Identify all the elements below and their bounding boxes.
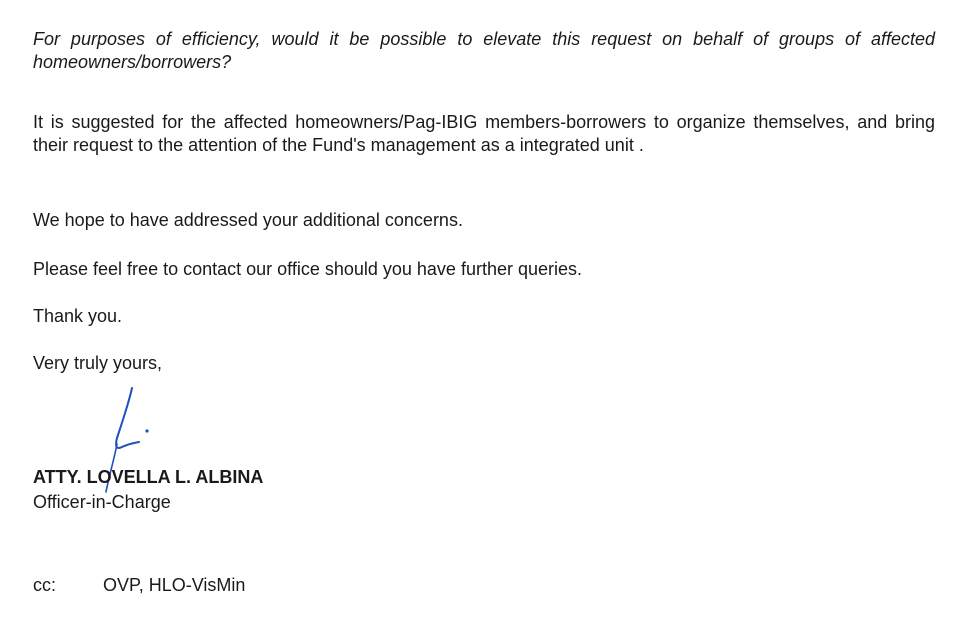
cc-recipients: OVP, HLO-VisMin (103, 575, 246, 595)
signatory-title: Officer-in-Charge (33, 492, 171, 512)
signature-dot (145, 429, 148, 432)
question-paragraph: For purposes of efficiency, would it be possible to elevate this request on behalf of groups of affected homeowners/borrowers? (33, 29, 935, 72)
signatory-name: ATTY. LOVELLA L. ALBINA (33, 467, 264, 487)
closing-salutation: Very truly yours, (33, 353, 163, 373)
thank-you-line: Thank you. (33, 306, 123, 326)
contact-paragraph: Please feel free to contact our office should you have further queries. (33, 259, 582, 279)
cc-label: cc: (33, 575, 57, 595)
concerns-paragraph: We hope to have addressed your additional concerns. (33, 210, 463, 230)
signature-stroke (116, 388, 139, 448)
suggestion-paragraph: It is suggested for the affected homeowners/Pag-IBIG members-borrowers to organize themselves, and bring their request to the attention of the Fund's management as a integrated unit . (33, 112, 935, 155)
